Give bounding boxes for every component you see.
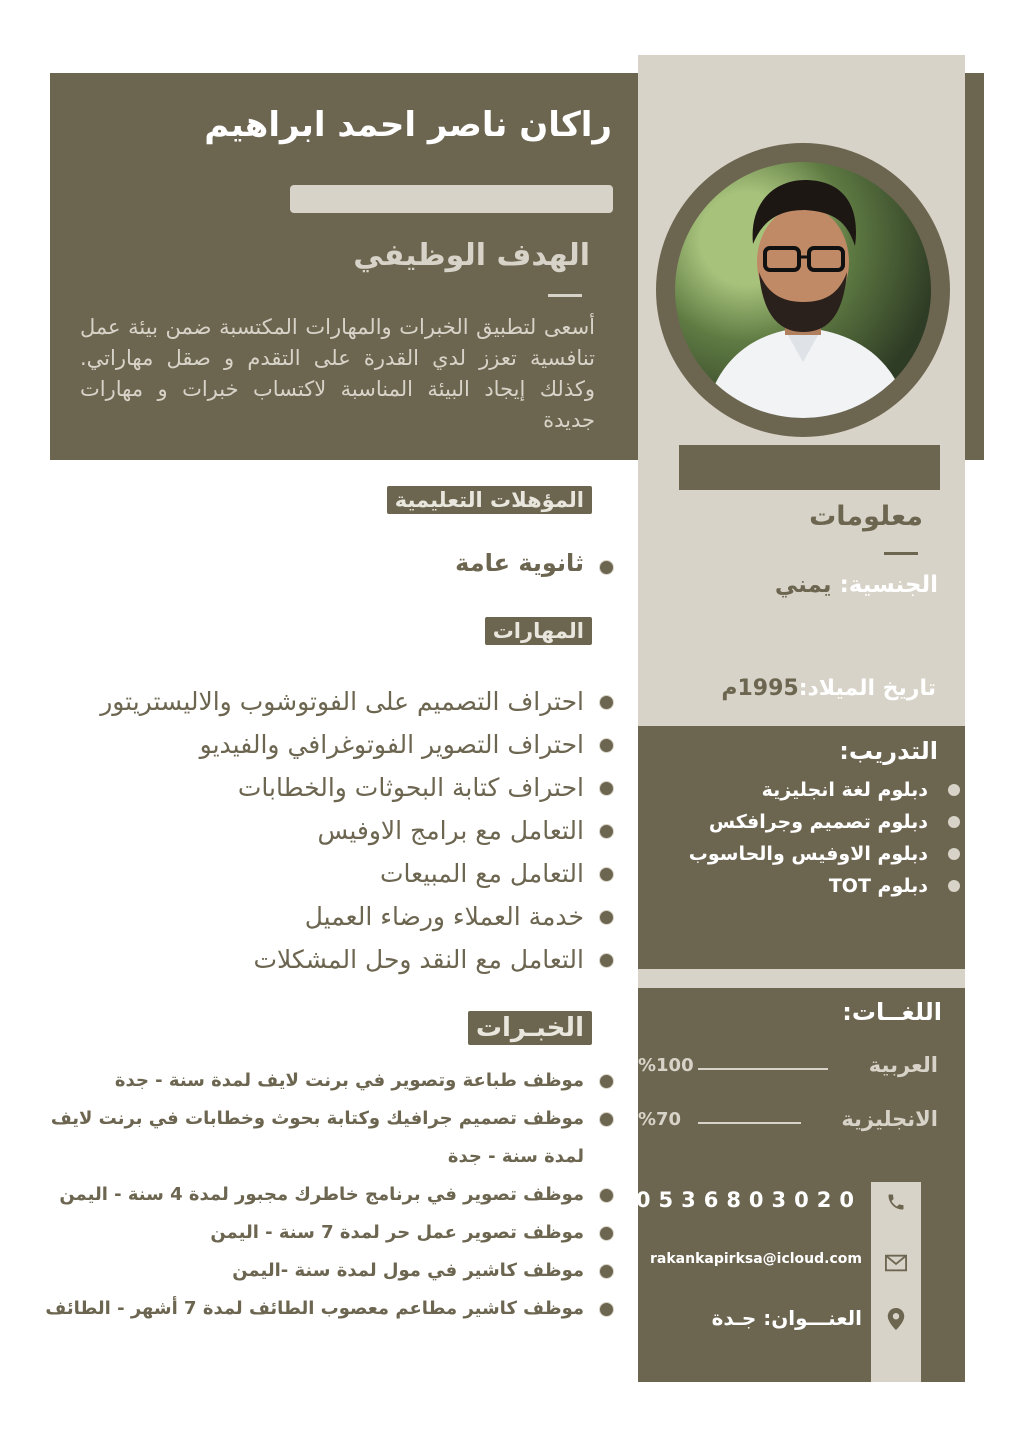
bullet-icon <box>599 738 614 753</box>
list-item: موظف تصوير في برنامج خاطرك مجبور لمدة 4 سنة - اليمن <box>6 1176 614 1214</box>
bullet-icon <box>599 781 614 796</box>
bullet-icon <box>599 1188 614 1203</box>
list-item: موظف تصوير عمل حر لمدة 7 سنة - اليمن <box>6 1214 614 1252</box>
training-heading: التدريب: <box>839 737 938 765</box>
language-percent: %100 <box>638 1055 694 1076</box>
list-item: التعامل مع المبيعات <box>100 852 614 895</box>
person-name: راكان ناصر احمد ابراهيم <box>204 105 612 145</box>
location-icon <box>880 1308 912 1335</box>
email-address[interactable]: rakankapirksa@icloud.com <box>650 1251 862 1267</box>
objective-text: أسعى لتطبيق الخبرات والمهارات المكتسبة ضمن بيئة عمل تنافسية تعزز لدي القدرة على التقدم و صقل مهاراتي. وكذلك إيجاد البيئة المناسبة لاكتساب خبرات و مهارات جديدة <box>80 315 595 432</box>
objective-title: الهدف الوظيفي <box>353 238 590 273</box>
bullet-icon <box>948 816 960 828</box>
list-item: خدمة العملاء ورضاء العميل <box>100 895 614 938</box>
list-item: دبلوم لغة انجليزية <box>689 774 960 806</box>
bullet-icon <box>599 1112 614 1127</box>
email-icon <box>880 1253 912 1277</box>
birth-label: تاريخ الميلاد: <box>798 676 936 701</box>
experience-heading: الخبـرات <box>468 1011 592 1045</box>
list-item: موظف كاشير في مول لمدة سنة -اليمن <box>6 1252 614 1290</box>
name-underline-bar <box>290 185 613 213</box>
skills-list <box>100 680 614 981</box>
training-list <box>689 774 960 902</box>
list-item: احتراف التصوير الفوتوغرافي والفيديو <box>100 723 614 766</box>
bullet-icon <box>599 1074 614 1089</box>
language-percent: %70 <box>638 1109 682 1130</box>
nationality-row <box>775 572 938 598</box>
bullet-icon <box>599 1226 614 1241</box>
list-item: موظف كاشير مطاعم معصوب الطائف لمدة 7 أشهر - الطائف <box>6 1290 614 1328</box>
info-heading: معلومات <box>809 501 923 532</box>
education-list <box>455 549 614 577</box>
bullet-icon <box>599 1264 614 1279</box>
birth-row <box>721 676 936 701</box>
profile-photo <box>675 162 931 418</box>
bullet-icon <box>599 560 614 575</box>
phone-icon <box>880 1192 912 1217</box>
experience-list <box>6 1062 614 1328</box>
language-level-bar <box>698 1068 828 1070</box>
objective-divider <box>548 294 582 297</box>
list-item: التعامل مع النقد وحل المشكلات <box>100 938 614 981</box>
language-row-arabic <box>638 1053 938 1083</box>
phone-number[interactable]: 0536803020 <box>635 1188 862 1212</box>
list-item: دبلوم TOT <box>689 870 960 902</box>
birth-value: 1995م <box>721 676 799 701</box>
list-item: احتراف كتابة البحوثات والخطابات <box>100 766 614 809</box>
bullet-icon <box>948 848 960 860</box>
nationality-value: يمني <box>774 572 832 598</box>
address: العنـــوان: جـدة <box>711 1306 862 1330</box>
skills-heading: المهارات <box>485 617 592 645</box>
nationality-label: الجنسية: <box>839 572 938 598</box>
list-item: دبلوم الاوفيس والحاسوب <box>689 838 960 870</box>
language-level-bar <box>698 1122 801 1124</box>
list-item: دبلوم تصميم وجرافكس <box>689 806 960 838</box>
list-item: التعامل مع برامج الاوفيس <box>100 809 614 852</box>
bullet-icon <box>599 1302 614 1317</box>
bullet-icon <box>599 824 614 839</box>
bullet-icon <box>948 784 960 796</box>
language-name: العربية <box>868 1053 938 1077</box>
language-row-english <box>638 1107 938 1137</box>
bullet-icon <box>599 695 614 710</box>
bullet-icon <box>599 910 614 925</box>
languages-heading: اللغــات: <box>842 998 942 1026</box>
education-heading: المؤهلات التعليمية <box>387 486 592 514</box>
bullet-icon <box>599 953 614 968</box>
language-name: الانجليزية <box>841 1107 938 1131</box>
list-item: موظف تصميم جرافيك وكتابة بحوث وخطابات في برنت لايف لمدة سنة - جدة <box>6 1100 614 1176</box>
person-portrait-icon <box>675 162 931 418</box>
bullet-icon <box>948 880 960 892</box>
list-item: احتراف التصميم على الفوتوشوب والاليستريتور <box>100 680 614 723</box>
list-item: موظف طباعة وتصوير في برنت لايف لمدة سنة - جدة <box>6 1062 614 1100</box>
bullet-icon <box>599 867 614 882</box>
list-item: ثانوية عامة <box>455 549 614 577</box>
photo-caption-bar <box>679 445 940 490</box>
info-divider <box>884 552 918 555</box>
